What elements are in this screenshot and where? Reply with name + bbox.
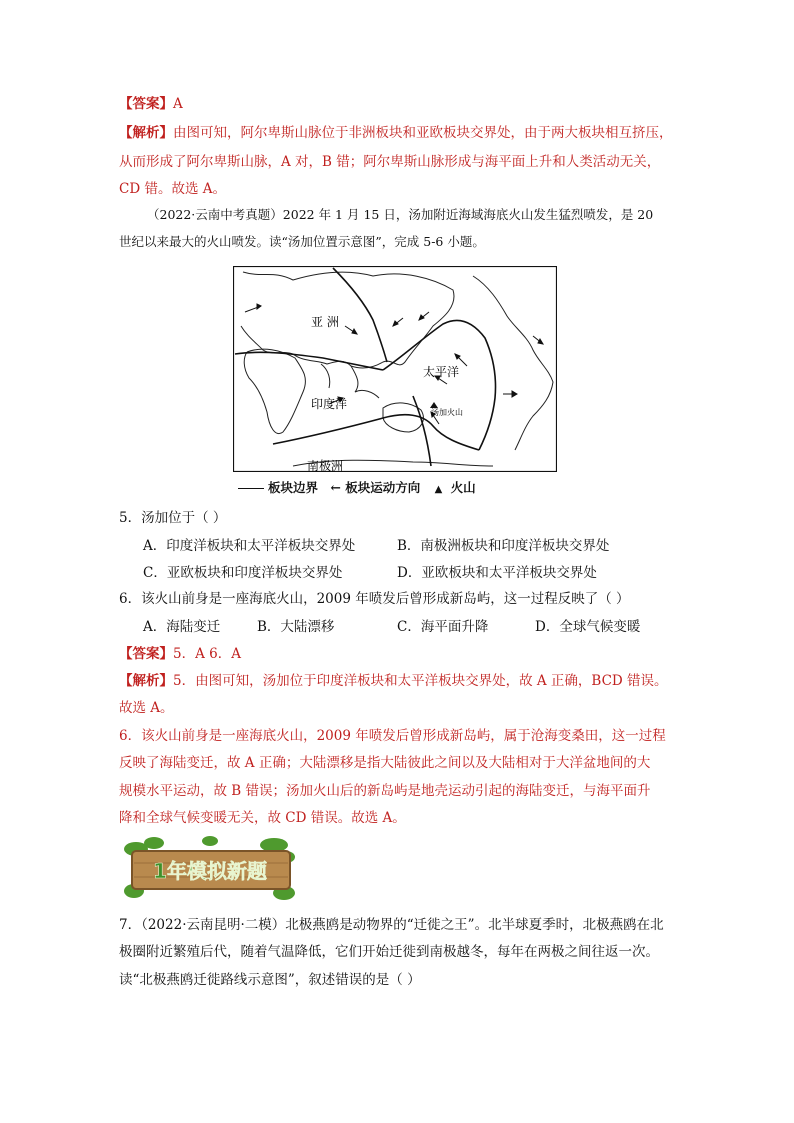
analysis-2-line-1 <box>119 672 668 690</box>
q6-option-b: B．大陆漂移 <box>257 619 335 635</box>
analysis-text: 由图可知，阿尔卑斯山脉位于非洲板块和亚欧板块交界处，由于两大板块相互挤压， <box>173 125 673 141</box>
analysis-label: 【解析】 <box>119 673 173 689</box>
map-legend <box>238 478 476 496</box>
q7-line-3: 读“北极燕鸥迁徙路线示意图”，叙述错误的是（ ） <box>119 972 421 988</box>
answer-label: 【答案】 <box>119 646 173 662</box>
q6-option-a: A．海陆变迁 <box>143 619 221 635</box>
analysis-2-line-5: 规模水平运动，故 B 错误；汤加火山后的新岛屿是地壳运动引起的海陆变迁，与海平面升 <box>119 783 651 799</box>
map-label-asia: 亚 洲 <box>311 315 339 329</box>
intro-line-2: 世纪以来最大的火山喷发。读“汤加位置示意图”，完成 5-6 小题。 <box>119 234 485 249</box>
analysis-2-line-6: 降和全球气候变暖无关，故 CD 错误。故选 A。 <box>119 810 406 826</box>
map-label-indian-ocean: 印度洋 <box>311 397 348 411</box>
q7-line-1: 7．（2022·云南昆明·二模）北极燕鸥是动物界的“迁徙之王”。北半球夏季时，北极燕鸥在北 <box>119 917 664 933</box>
legend-boundary: 板块边界 <box>268 480 319 495</box>
analysis-1-line-2: 从而形成了阿尔卑斯山脉，A 对，B 错；阿尔卑斯山脉形成与海平面上升和人类活动无关， <box>119 154 661 170</box>
q7-line-2: 极圈附近繁殖后代，随着气温降低，它们开始迁徙到南极越冬，每年在两极之间往返一次。 <box>119 944 659 960</box>
answer-line-2 <box>119 645 241 663</box>
analysis-2-line-4: 反映了海陆变迁，故 A 正确；大陆漂移是指大陆彼此之间以及大陆相对于大洋盆地间的大 <box>119 755 651 771</box>
analysis-1-line-3: CD 错。故选 A。 <box>119 181 226 197</box>
answer-line-1 <box>119 95 183 113</box>
q6-option-c: C．海平面升降 <box>397 619 489 635</box>
map-label-antarctica: 南极洲 <box>307 459 344 472</box>
analysis-2-line-2: 故选 A。 <box>119 700 174 716</box>
analysis-1-line-1 <box>119 124 673 142</box>
analysis-label: 【解析】 <box>119 125 173 141</box>
q6-option-d: D．全球气候变暖 <box>535 619 641 635</box>
direction-arrow-icon: ← <box>330 480 341 495</box>
answer-label: 【答案】 <box>119 96 173 112</box>
answer-value: A <box>173 96 183 112</box>
section-sign-simulated-questions <box>124 835 296 905</box>
tonga-location-map <box>233 266 557 472</box>
map-label-tonga-volcano: 汤加火山 <box>431 408 463 417</box>
analysis-text: 5．由图可知，汤加位于印度洋板块和太平洋板块交界处，故 A 正确，BCD 错误。 <box>173 673 668 689</box>
q5-stem: 5．汤加位于（ ） <box>119 510 227 526</box>
analysis-2-line-3: 6．该火山前身是一座海底火山，2009 年喷发后曾形成新岛屿，属于沧海变桑田，这一过程 <box>119 728 666 744</box>
q5-option-d: D．亚欧板块和太平洋板块交界处 <box>397 565 597 581</box>
boundary-line-symbol <box>238 488 264 489</box>
q5-option-b: B．南极洲板块和印度洋板块交界处 <box>397 538 610 554</box>
q5-option-a: A．印度洋板块和太平洋板块交界处 <box>143 538 356 554</box>
q5-option-c: C．亚欧板块和印度洋板块交界处 <box>143 565 343 581</box>
volcano-icon: ▲ <box>434 484 443 495</box>
legend-volcano: 火山 <box>450 480 476 495</box>
intro-line-1: （2022·云南中考真题）2022 年 1 月 15 日，汤加附近海域海底火山发生猛烈喷发，是 20 <box>147 207 654 222</box>
answer-value: 5．A 6．A <box>173 646 241 662</box>
map-label-pacific: 太平洋 <box>423 365 460 379</box>
q6-stem: 6．该火山前身是一座海底火山，2009 年喷发后曾形成新岛屿，这一过程反映了（ ） <box>119 591 630 607</box>
section-sign-text: 1年模拟新题 <box>153 859 267 883</box>
legend-direction: 板块运动方向 <box>345 480 421 495</box>
